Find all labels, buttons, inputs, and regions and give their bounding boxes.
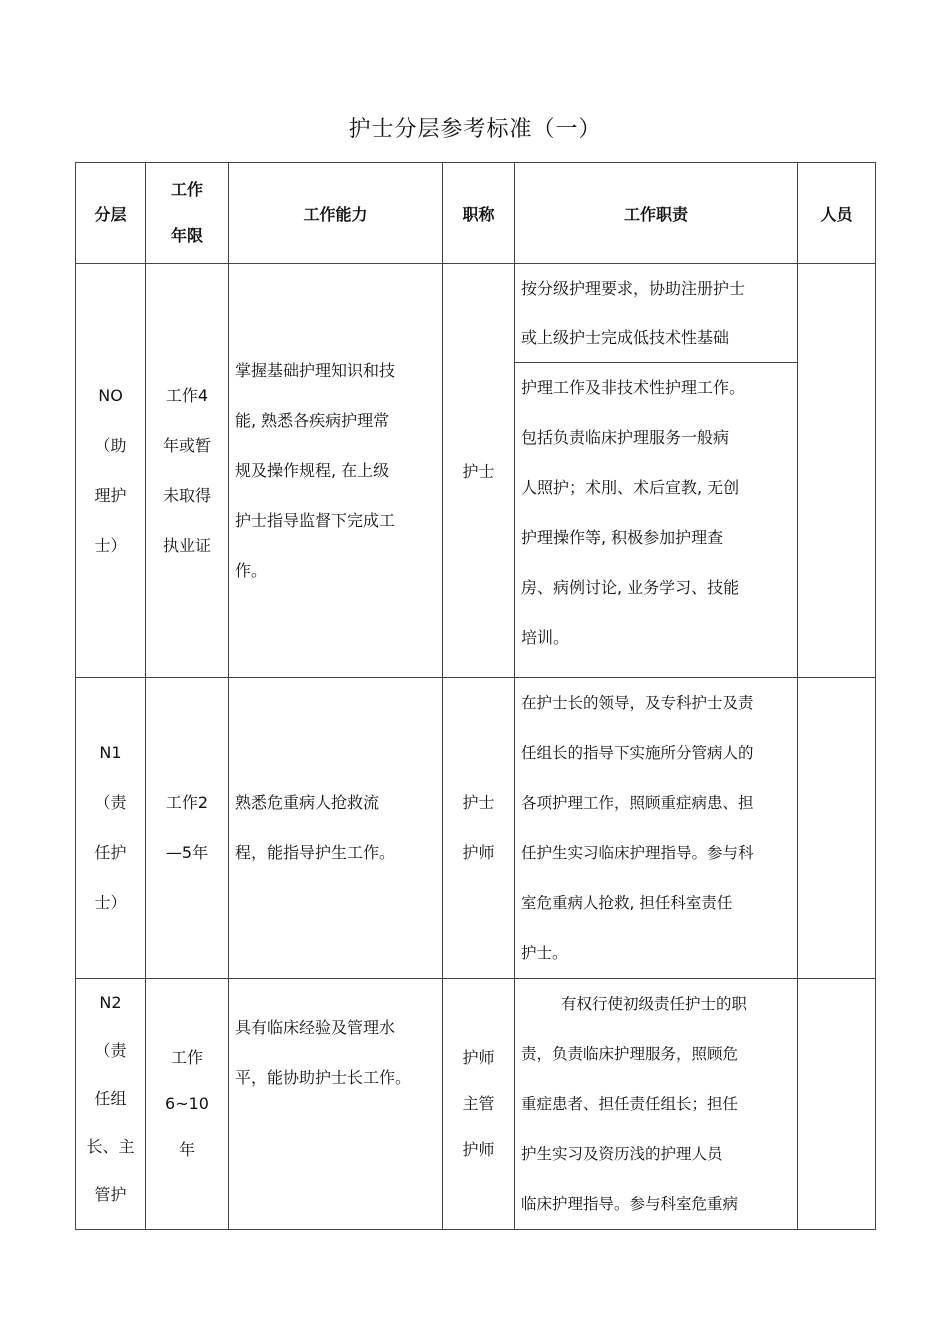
duty-cell bbox=[515, 678, 798, 979]
duty-line: 护理工作及非技术性护理工作。 bbox=[521, 378, 746, 397]
level-line: NO bbox=[98, 385, 123, 405]
ability-cell bbox=[229, 979, 443, 1230]
rank-line: 主管 bbox=[462, 1094, 495, 1113]
ability-line: 熟悉危重病人抢救流 bbox=[235, 793, 380, 812]
duty-line: 责，负责临床护理服务，照顾危 bbox=[521, 1045, 739, 1063]
duty-cell bbox=[515, 979, 798, 1230]
duty-line: 房、病例讨论, 业务学习、技能 bbox=[521, 578, 740, 597]
header-duty: 工作职责 bbox=[515, 163, 798, 264]
ability-line: 作。 bbox=[235, 560, 268, 580]
ability-line: 护士指导监督下完成工 bbox=[235, 510, 396, 530]
table-row-n2 bbox=[76, 979, 876, 1230]
header-rank: 职称 bbox=[443, 163, 515, 264]
level-line: （责 bbox=[94, 1041, 127, 1060]
rank-line: 护师 bbox=[462, 1048, 495, 1067]
duty-line: 护士。 bbox=[521, 944, 568, 962]
level-line: 士） bbox=[94, 535, 127, 555]
level-line: N2 bbox=[99, 993, 122, 1012]
ability-line: 掌握基础护理知识和技 bbox=[235, 360, 396, 380]
duty-line: 各项护理工作，照顾重症病患、担 bbox=[521, 794, 754, 812]
duty-line: 护生实习及资历浅的护理人员 bbox=[521, 1145, 723, 1163]
level-line: 士） bbox=[94, 893, 127, 912]
duty-line: 在护士长的领导，及专科护士及责 bbox=[521, 694, 754, 712]
ability-line: 规及操作规程, 在上级 bbox=[235, 460, 390, 480]
duty-line: 临床护理指导。参与科室危重病 bbox=[521, 1195, 739, 1213]
table-row-n0-top bbox=[76, 264, 876, 363]
level-line: 理护 bbox=[94, 485, 127, 505]
level-line: 任组 bbox=[94, 1089, 127, 1108]
years-line: 执业证 bbox=[162, 535, 211, 555]
duty-line: 培训。 bbox=[521, 628, 570, 647]
staff-cell bbox=[798, 678, 876, 979]
duty-line: 人照护；术刖、术后宣教, 无创 bbox=[521, 478, 740, 497]
header-level: 分层 bbox=[76, 163, 146, 264]
years-line: 工作2 bbox=[165, 793, 209, 812]
ability-line: 平，能协助护士长工作。 bbox=[235, 1068, 412, 1087]
level-line: N1 bbox=[99, 743, 122, 762]
rank-cell bbox=[443, 264, 515, 678]
level-line: 管护 bbox=[94, 1185, 127, 1204]
staff-cell bbox=[798, 264, 876, 678]
years-line: 工作4 bbox=[165, 385, 209, 405]
duty-line: 重症患者、担任责任组长；担任 bbox=[521, 1095, 739, 1113]
ability-cell bbox=[229, 678, 443, 979]
ability-line: 具有临床经验及管理水 bbox=[235, 1018, 396, 1037]
duty-line: 任护生实习临床护理指导。参与科 bbox=[521, 844, 754, 862]
rank-line: 护士 bbox=[462, 462, 495, 481]
level-line: 长、主 bbox=[86, 1137, 135, 1156]
ability-line: 能, 熟悉各疾病护理常 bbox=[235, 410, 390, 430]
years-cell bbox=[146, 678, 229, 979]
level-line: 任护 bbox=[94, 843, 127, 862]
years-line: 6~10 bbox=[165, 1094, 209, 1113]
duty-line: 任组长的指导下实施所分管病人的 bbox=[521, 744, 754, 762]
header-years bbox=[146, 163, 229, 264]
years-line: 工作 bbox=[170, 1048, 203, 1067]
rank-cell bbox=[443, 979, 515, 1230]
level-cell bbox=[76, 678, 146, 979]
standards-table bbox=[75, 162, 876, 1230]
rank-line: 护师 bbox=[462, 843, 495, 862]
rank-line: 护师 bbox=[462, 1140, 495, 1159]
header-years-line1: 工作 bbox=[170, 180, 203, 199]
level-line: （责 bbox=[94, 793, 127, 812]
years-line: —5年 bbox=[165, 843, 209, 862]
years-cell bbox=[146, 979, 229, 1230]
duty-line: 或上级护士完成低技术性基础 bbox=[521, 328, 730, 347]
duty-cell-top bbox=[515, 264, 798, 363]
duty-cell-bottom bbox=[515, 363, 798, 678]
table-row-n1 bbox=[76, 678, 876, 979]
page-title: 护士分层参考标准（一） bbox=[348, 117, 602, 142]
ability-cell bbox=[229, 264, 443, 678]
duty-line: 包括负责临床护理服务一般病 bbox=[521, 428, 730, 447]
header-ability: 工作能力 bbox=[229, 163, 443, 264]
years-line: 未取得 bbox=[162, 485, 211, 505]
years-line: 年或暂 bbox=[162, 435, 211, 455]
level-cell bbox=[76, 979, 146, 1230]
header-staff: 人员 bbox=[798, 163, 876, 264]
header-row bbox=[76, 163, 876, 264]
ability-line: 程，能指导护生工作。 bbox=[235, 843, 396, 862]
years-cell bbox=[146, 264, 229, 678]
duty-line: 护理操作等, 积极参加护理查 bbox=[521, 528, 724, 547]
header-years-line2: 年限 bbox=[170, 226, 203, 245]
level-line: （助 bbox=[94, 435, 127, 455]
staff-cell bbox=[798, 979, 876, 1230]
years-line: 年 bbox=[178, 1140, 195, 1159]
duty-line: 按分级护理要求，协助注册护士 bbox=[521, 279, 746, 298]
level-cell bbox=[76, 264, 146, 678]
rank-cell bbox=[443, 678, 515, 979]
duty-line: 室危重病人抢救, 担任科室责任 bbox=[521, 894, 733, 912]
duty-line: 有权行使初级责任护士的职 bbox=[561, 995, 748, 1013]
rank-line: 护士 bbox=[462, 793, 495, 812]
